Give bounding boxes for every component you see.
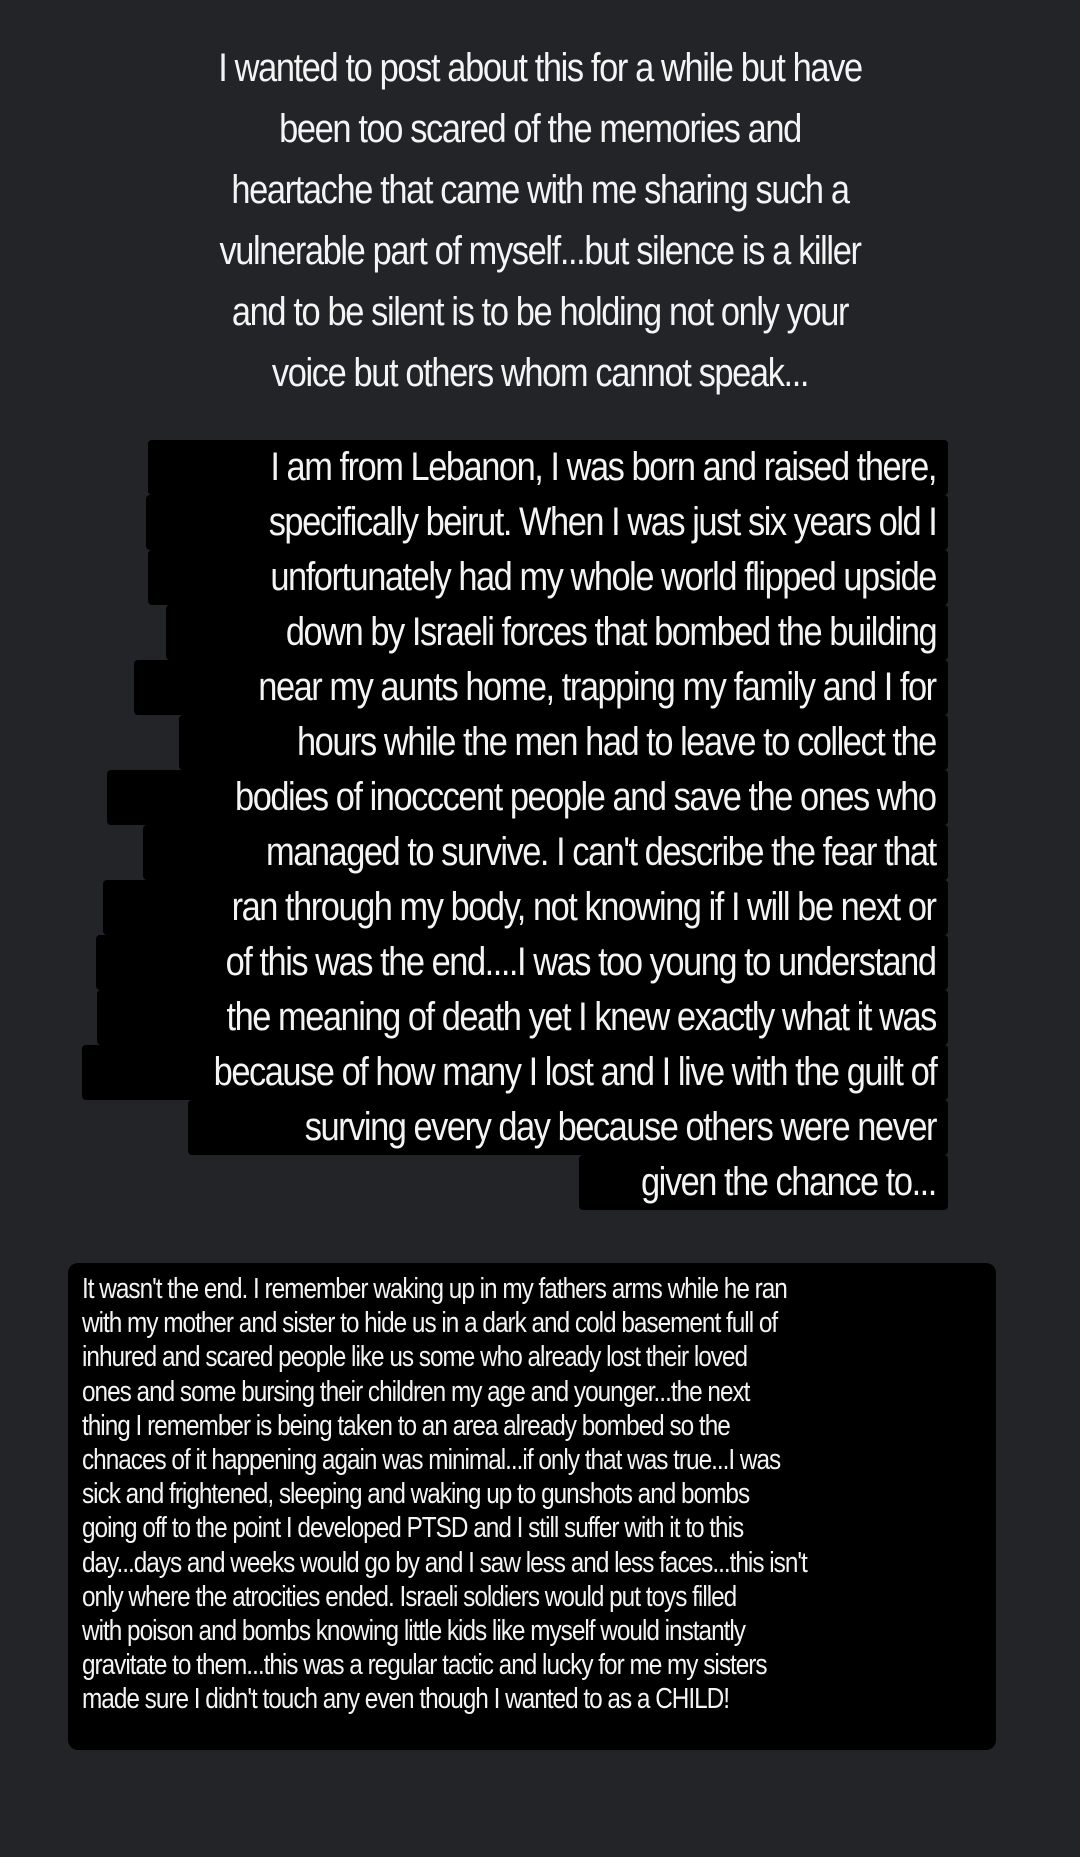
intro-line: been too scared of the memories and <box>279 107 801 151</box>
memory-line: ones and some bursing their children my age and younger...the next <box>82 1375 750 1408</box>
highlighted-line: surving every day because others were never <box>188 1100 948 1155</box>
intro-line: and to be silent is to be holding not only your <box>231 290 849 334</box>
highlighted-line: because of how many I lost and I live with the guilt of <box>82 1045 948 1100</box>
memory-line: gravitate to them...this was a regular tactic and lucky for me my sisters <box>82 1649 767 1682</box>
highlighted-line: I am from Lebanon, I was born and raised there, <box>148 440 948 495</box>
highlighted-line: the meaning of death yet I knew exactly what it was <box>97 990 948 1045</box>
memory-line: made sure I didn't touch any even though I wanted to as a CHILD! <box>82 1683 730 1716</box>
highlighted-line: of this was the end....I was too young to understand <box>96 935 948 990</box>
highlighted-line: ran through my body, not knowing if I will be next or <box>103 880 948 935</box>
highlighted-line: down by Israeli forces that bombed the building <box>166 605 948 660</box>
memory-line: with poison and bombs knowing little kids like myself would instantly <box>82 1615 745 1648</box>
highlighted-line: managed to survive. I can't describe the fear that <box>143 825 948 880</box>
highlighted-line: hours while the men had to leave to collect the <box>179 715 948 770</box>
intro-line: voice but others whom cannot speak... <box>271 351 809 395</box>
highlighted-line: bodies of inocccent people and save the ones who <box>107 770 948 825</box>
highlighted-line: near my aunts home, trapping my family and I for <box>134 660 948 715</box>
memory-line: day...days and weeks would go by and I saw less and less faces...this isn't <box>82 1546 807 1579</box>
memory-line: It wasn't the end. I remember waking up in my fathers arms while he ran <box>82 1273 787 1305</box>
memory-line: only where the atrocities ended. Israeli soldiers would put toys filled <box>82 1580 737 1613</box>
intro-line: vulnerable part of myself...but silence is a killer <box>219 229 861 273</box>
memory-line: going off to the point I developed PTSD and I still suffer with it to this <box>82 1512 744 1545</box>
memory-line: thing I remember is being taken to an area already bombed so the <box>82 1409 730 1442</box>
highlighted-story-block <box>40 440 948 1210</box>
intro-line: I wanted to post about this for a while but have <box>218 46 862 90</box>
intro-line: heartache that came with me sharing such a <box>231 168 849 212</box>
memory-line: inhured and scared people like us some who already lost their loved <box>82 1341 748 1374</box>
highlighted-line: given the chance to... <box>579 1155 948 1210</box>
memory-text-box <box>68 1263 996 1750</box>
highlighted-line: specifically beirut. When I was just six years old I <box>146 495 948 550</box>
memory-line: sick and frightened, sleeping and waking up to gunshots and bombs <box>82 1478 750 1511</box>
memory-line: chnaces of it happening again was minimal...if only that was true...I was <box>82 1444 781 1477</box>
intro-text-block <box>162 38 919 404</box>
highlighted-line: unfortunately had my whole world flipped upside <box>148 550 948 605</box>
memory-line: with my mother and sister to hide us in a dark and cold basement full of <box>82 1307 778 1340</box>
